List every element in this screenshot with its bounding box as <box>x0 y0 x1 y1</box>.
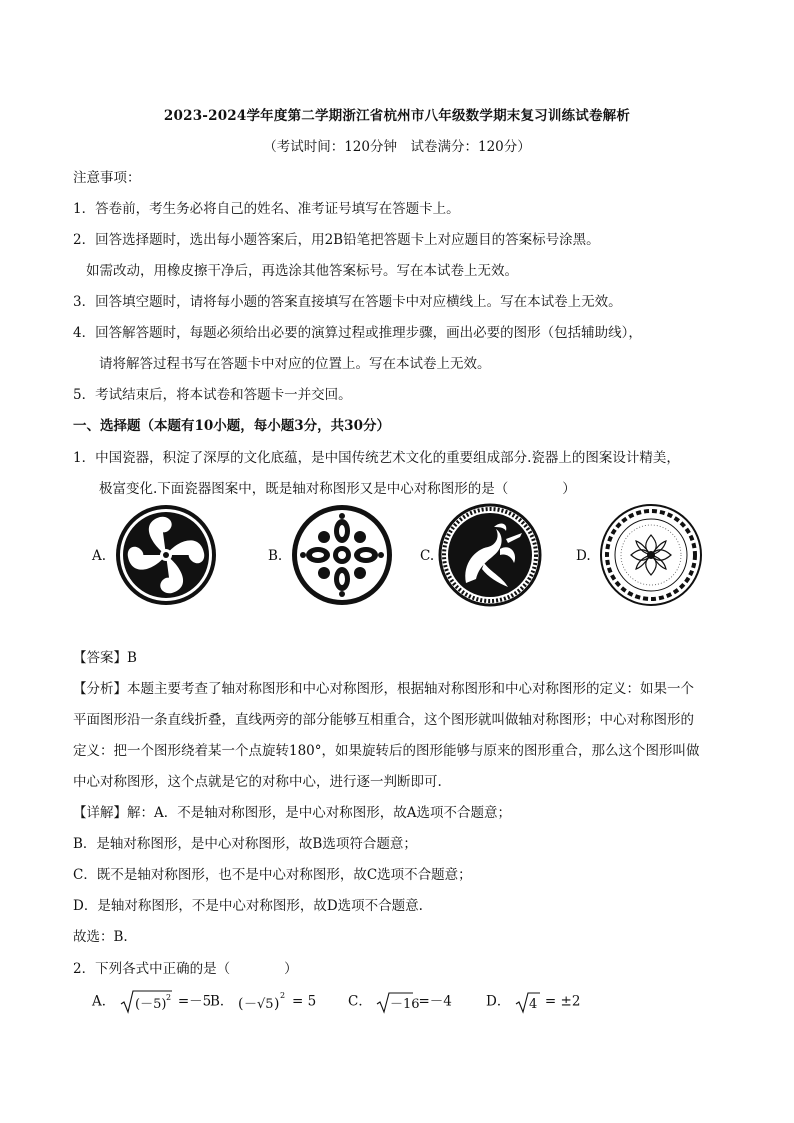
notice-item-4: 4．回答解答题时，每题必须给出必要的演算过程或推理步骤，画出必要的图形（包括辅助线）， <box>73 325 642 341</box>
q2-radicand-a: (－5) <box>134 997 166 1012</box>
section-heading: 一、选择题（本题有10小题，每小题3分，共30分） <box>73 418 390 434</box>
notice-heading: 注意事项： <box>73 170 141 186</box>
q1-conclusion: 故选：B. <box>73 929 128 945</box>
q1-analysis-line-2: 平面图形沿一条直线折叠，直线两旁的部分能够互相重合，这个图形就叫做轴对称图形；中心对称图形的 <box>73 712 694 728</box>
q1-stem-cont: 极富变化.下面瓷器图案中，既是轴对称图形又是中心对称图形的是（ ） <box>99 481 576 497</box>
q2-option-b-label: B． <box>210 993 234 1010</box>
q1-detail-line-2: B．是轴对称图形，是中心对称图形，故B选项符合题意； <box>73 836 417 852</box>
q2-option-b <box>210 989 316 1015</box>
svg-text:(: ( <box>237 996 244 1012</box>
q2-option-d-label: D． <box>486 993 511 1010</box>
q1-option-a-label: A. <box>92 548 107 564</box>
q1-option-c-label: C. <box>420 548 435 564</box>
q2-option-a-label: A． <box>92 993 116 1010</box>
notice-item-2-cont: 如需改动，用橡皮擦干净后，再选涂其他答案标号。写在本试卷上无效。 <box>86 263 518 279</box>
q2-exponent-a: 2 <box>165 993 171 1002</box>
q2-exponent-b: 2 <box>279 991 285 1000</box>
q1-stem: 1．中国瓷器，积淀了深厚的文化底蕴，是中国传统艺术文化的重要组成部分.瓷器上的图案设计精美， <box>73 450 680 466</box>
q2-radicand-c: －16 <box>390 997 420 1012</box>
notice-item-5: 5．考试结束后，将本试卷和答题卡一并交回。 <box>73 387 352 403</box>
q2-radicand-b: －√5 <box>243 997 274 1012</box>
q2-option-b-expr: = 5 <box>292 993 317 1010</box>
sqrt-icon <box>376 989 420 1015</box>
q2-option-c <box>348 989 452 1015</box>
sqrt-icon <box>238 989 288 1015</box>
porcelain-pattern-d <box>596 503 706 607</box>
q1-analysis-line-3: 定义：把一个图形绕着某一个点旋转180°，如果旋转后的图形能够与原来的图形重合，那么这个图形叫做 <box>73 743 700 759</box>
q1-analysis-line-4: 中心对称图形，这个点就是它的对称中心，进行逐一判断即可. <box>73 774 442 790</box>
q2-radicand-d: 4 <box>528 997 537 1012</box>
porcelain-pattern-a <box>110 503 222 607</box>
q2-option-d <box>486 989 580 1015</box>
q2-option-d-expr: = ±2 <box>544 993 581 1010</box>
page-title: 2023-2024学年度第二学期浙江省杭州市八年级数学期末复习训练试卷解析 <box>163 108 631 124</box>
sqrt-icon <box>515 989 541 1015</box>
q1-answer: 【答案】B <box>73 650 137 666</box>
svg-text:): ) <box>273 996 280 1012</box>
exam-info: （考试时间：120分钟 试卷满分：120分） <box>263 139 531 155</box>
sqrt-icon <box>120 989 174 1015</box>
porcelain-pattern-b <box>290 503 394 607</box>
notice-item-4-cont: 请将解答过程书写在答题卡中对应的位置上。写在本试卷上无效。 <box>99 356 491 372</box>
q2-option-c-expr: =－4 <box>418 993 452 1010</box>
q2-option-a <box>92 989 211 1015</box>
q1-option-d-label: D. <box>576 548 591 564</box>
q1-analysis-line-1: 【分析】本题主要考查了轴对称图形和中心对称图形，根据轴对称图形和中心对称图形的定义：如果一个 <box>73 681 694 697</box>
q2-option-a-expr: =－5 <box>177 993 212 1010</box>
porcelain-pattern-c <box>436 503 544 607</box>
notice-item-2: 2．回答选择题时，选出每小题答案后，用2B铅笔把答题卡上对应题目的答案标号涂黑。 <box>73 232 600 248</box>
q2-stem: 2．下列各式中正确的是（ ） <box>73 961 298 977</box>
q1-option-b-label: B. <box>268 548 283 564</box>
q1-detail-line-3: C．既不是轴对称图形，也不是中心对称图形，故C选项不合题意； <box>73 867 472 883</box>
notice-item-1: 1．答卷前，考生务必将自己的姓名、准考证号填写在答题卡上。 <box>73 201 460 217</box>
q2-option-c-label: C． <box>348 993 372 1010</box>
notice-item-3: 3．回答填空题时，请将每小题的答案直接填写在答题卡中对应横线上。写在本试卷上无效。 <box>73 294 622 310</box>
q1-detail-line-1: 【详解】解：A．不是轴对称图形，是中心对称图形，故A选项不合题意； <box>73 805 511 821</box>
q1-detail-line-4: D．是轴对称图形，不是中心对称图形，故D选项不合题意. <box>73 898 423 914</box>
